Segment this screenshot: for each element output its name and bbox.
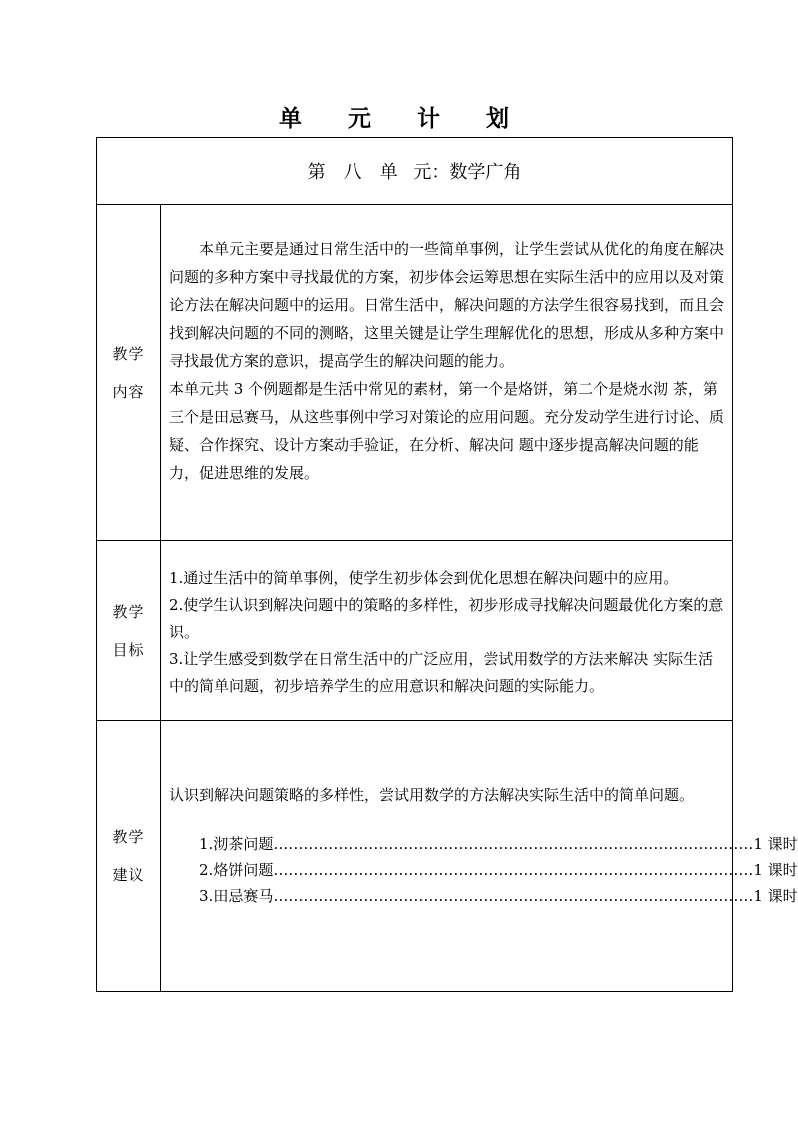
schedule-item [199,883,798,909]
schedule-time: 1 课时 [753,835,798,853]
teaching-suggestions-text [161,721,798,991]
dot-leader: …………………………………………………………………………………… [273,861,754,879]
teaching-content-label [97,205,161,540]
schedule-time: 1 课时 [753,861,798,879]
label-line: 内容 [112,382,145,401]
schedule-name: 烙饼问题 [213,861,274,879]
teaching-content-text [161,205,732,540]
teaching-suggestions-label [97,721,161,991]
teaching-goals-row [97,541,732,721]
goal-item: 2.使学生认识到解决问题中的策略的多样性，初步形成寻找解决问题最优化方案的意识。 [169,596,724,641]
schedule-time: 1 课时 [753,887,798,905]
schedule-item [199,857,798,883]
label-line: 教学 [112,602,145,621]
dot-leader: …………………………………………………………………………………… [273,887,754,905]
schedule-name: 沏茶问题 [213,835,274,853]
goal-item: 3.让学生感受到数学在日常生活中的广泛应用，尝试用数学的方法来解决 实际生活中的简单问题，初步培养学生的应用意识和解决问题的实际能力。 [169,650,714,695]
schedule-item [199,831,798,857]
content-paragraph: 本单元主要是通过日常生活中的一些简单事例，让学生尝试从优化的角度在解决问题的多种方案中寻找最优的方案，初步体会运筹思想在实际生活中的应用以及对策论方法在解决问题中的运用。日常生活中，解决问题的方法学生很容易找到，而且会找到解决问题的不同的测略，这里关键是让学生理解优化的思想，形成从多种方案中寻找最优方案的意识，提高学生的解决问题的能力。 [169,240,725,370]
schedule-number: 2. [199,861,214,879]
teaching-suggestions-row [97,721,798,991]
goal-item: 1.通过生活中的简单事例，使学生初步体会到优化思想在解决问题中的应用。 [169,569,679,587]
unit-plan-table [96,137,798,992]
content-paragraph: 本单元共 3 个例题都是生活中常见的素材，第一个是烙饼，第二个是烧水沏 茶，第三个是田忌赛马，从这些事例中学习对策论的应用问题。充分发动学生进行讨论、质疑、合作探究、设计方案动手验证，在分析、解决问 题中逐步提高解决问题的能力，促进思维的发展。 [169,380,725,482]
schedule-name: 田忌赛马 [213,887,274,905]
label-line: 教学 [112,828,145,846]
dot-leader: …………………………………………………………………………………… [273,835,754,853]
teaching-content-row [97,205,732,541]
label-line: 教学 [112,344,145,363]
label-line: 目标 [112,640,145,659]
teaching-goals-label [97,541,161,720]
unit-header: 第 八 单 元：数学广角 [97,138,732,205]
lesson-schedule [169,831,798,909]
schedule-number: 3. [199,887,214,905]
suggestion-text: 认识到解决问题策略的多样性，尝试用数学的方法解决实际生活中的简单问题。 [169,786,695,804]
schedule-number: 1. [199,835,214,853]
label-line: 建议 [112,866,145,884]
teaching-goals-text [161,541,732,720]
page-title: 单 元 计 划 [278,106,516,132]
